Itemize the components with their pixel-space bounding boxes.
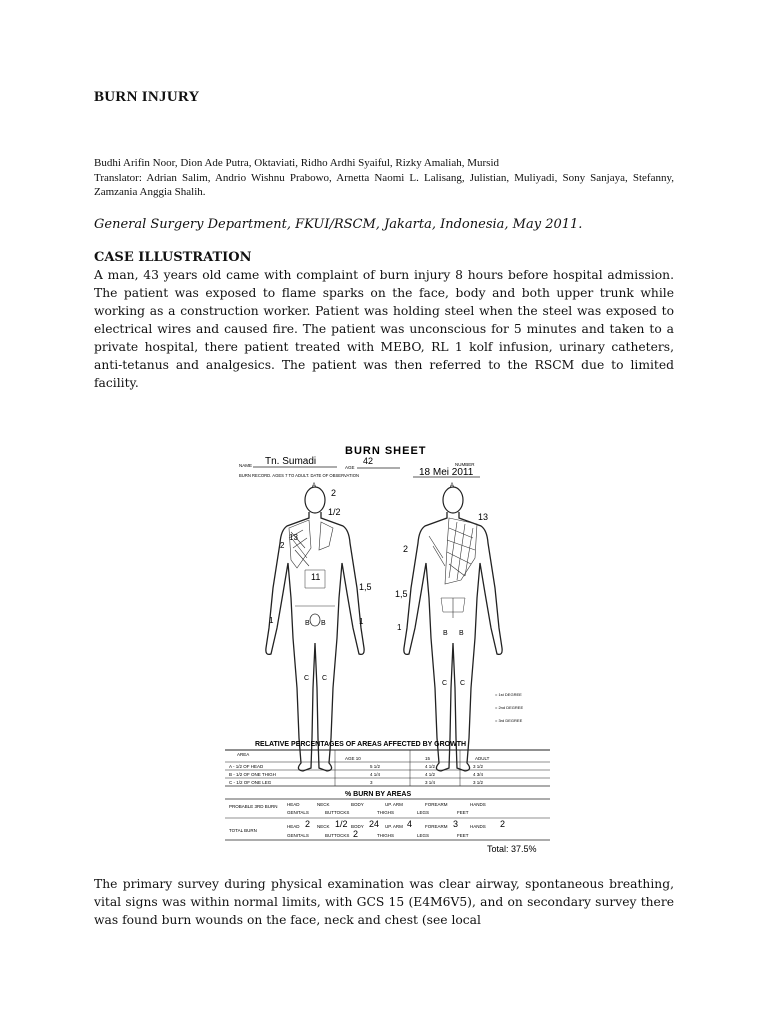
growth-row-c-15: 3 1/4 <box>425 780 436 785</box>
total-label: TOTAL BURN <box>229 828 257 833</box>
front-mark-head: A <box>312 483 317 489</box>
back-mark-hand: 1 <box>397 623 402 632</box>
front-mark-neck: 1/2 <box>328 507 341 517</box>
total-hands: HANDS <box>470 824 486 829</box>
total-genitals: GENITALS <box>287 833 309 838</box>
probable-up-arm: UP. ARM <box>385 802 403 807</box>
degree-legend <box>495 692 523 723</box>
total-neck: NECK <box>317 824 330 829</box>
department-affiliation: General Surgery Department, FKUI/RSCM, Jakarta, Indonesia, May 2011. <box>94 217 583 232</box>
probable-buttocks: BUTTOCKS <box>325 810 350 815</box>
legend-second-degree: = 2nd DEGREE <box>495 705 524 710</box>
back-mark-forearm: 1,5 <box>395 589 408 599</box>
probable-feet: FEET <box>457 810 469 815</box>
burn-total: Total: 37.5% <box>487 844 537 854</box>
document-title: BURN INJURY <box>94 89 200 105</box>
patient-name: Tn. Sumadi <box>265 456 317 467</box>
front-mark-left-forearm: 1,5 <box>359 582 372 592</box>
back-mark-left-thigh: B <box>459 630 464 637</box>
case-paragraph: A man, 43 years old came with complaint of burn injury 8 hours before hospital admission. The patient was exposed to flame sparks on the face, body and both upper trunk while working as a construction worker. Patient was holding steel when the steel was exposed to electrical wires and caused fire. The patient was unconscious for 5 minutes and taken to a private hospital, there patient treated with MEBO, RL 1 kolf infusion, urinary catheters, anti-tetanus and analgesics. The patient was then referred to the RSCM due to limited facility. <box>94 268 674 390</box>
back-mark-left-leg: C <box>460 680 466 687</box>
growth-header-15: 15 <box>425 756 431 761</box>
number-label: NUMBER <box>455 462 475 467</box>
growth-row-c-adult: 3 1/2 <box>473 780 484 785</box>
burn-areas-title: % BURN BY AREAS <box>345 791 412 798</box>
burn-areas-table <box>225 802 550 840</box>
probable-forearm: FOREARM <box>425 802 448 807</box>
patient-age: 42 <box>363 456 374 466</box>
author-block <box>94 156 674 200</box>
probable-thighs: THIGHS <box>377 810 395 815</box>
front-mark-face: 2 <box>331 488 337 498</box>
growth-row-b-adult: 4 3/4 <box>473 772 484 777</box>
back-mark-right-arm: 2 <box>403 544 409 554</box>
front-mark-right-leg: C <box>304 675 310 682</box>
translator-line: Translator: Adrian Salim, Andrio Wishnu Prabowo, Arnetta Naomi L. Lalisang, Julistian, Muliyadi, Sony Sanjaya, Stefanny, Zamzania Anggia Shalih. <box>94 171 674 198</box>
burn-sheet-figure <box>225 440 555 860</box>
body-back-diagram <box>404 487 502 771</box>
front-mark-left-leg: C <box>322 675 328 682</box>
probable-label: PROBABLE 3RD BURN <box>229 804 278 809</box>
probable-body: BODY <box>351 802 364 807</box>
back-mark-right-leg: C <box>442 680 448 687</box>
observation-date: 18 Mei 2011 <box>419 467 474 478</box>
total-value-forearm: 3 <box>453 819 459 829</box>
total-body: BODY <box>351 824 364 829</box>
probable-neck: NECK <box>317 802 330 807</box>
total-up-arm: UP. ARM <box>385 824 403 829</box>
growth-row-b-area: B - 1/2 OF ONE THIGH <box>229 772 276 777</box>
front-mark-chest: 13 <box>289 533 298 542</box>
probable-genitals: GENITALS <box>287 810 309 815</box>
legend-first-degree: = 1st DEGREE <box>495 692 522 697</box>
total-value-head: 2 <box>305 819 311 829</box>
growth-table-title: RELATIVE PERCENTAGES OF AREAS AFFECTED BY GROWTH <box>255 741 467 748</box>
growth-row-b-15: 4 1/2 <box>425 772 436 777</box>
front-mark-right-arm: 2 <box>280 541 285 550</box>
growth-table <box>225 750 550 786</box>
total-value-buttocks: 2 <box>353 829 359 839</box>
front-mark-left-hand: 1 <box>359 617 364 626</box>
growth-row-a-15: 4 1/2 <box>425 764 436 769</box>
case-heading: CASE ILLUSTRATION <box>94 250 252 265</box>
back-mark-back: 13 <box>478 512 489 522</box>
total-value-up-arm: 4 <box>407 819 413 829</box>
growth-header-area: AREA <box>237 752 250 757</box>
total-thighs: THIGHS <box>377 833 395 838</box>
front-mark-right-hand: 1 <box>269 616 274 625</box>
back-mark-right-thigh: B <box>443 630 448 637</box>
total-legs: LEGS <box>417 833 430 838</box>
total-value-hands: 2 <box>500 819 506 829</box>
record-label: BURN RECORD. AGES 7 TO ADULT. DATE OF OBSERVATION <box>239 473 359 478</box>
total-forearm: FOREARM <box>425 824 448 829</box>
age-label: AGE <box>345 465 355 470</box>
legend-third-degree: = 3rd DEGREE <box>495 718 523 723</box>
probable-legs: LEGS <box>417 810 430 815</box>
growth-header-adult: ADULT <box>475 756 490 761</box>
probable-hands: HANDS <box>470 802 486 807</box>
total-buttocks: BUTTOCKS <box>325 833 350 838</box>
growth-row-c-age10: 3 <box>370 780 373 785</box>
growth-row-a-adult: 3 1/2 <box>473 764 484 769</box>
name-label: NAME <box>239 463 253 468</box>
total-value-body: 24 <box>369 819 380 829</box>
burn-sheet-title: BURN SHEET <box>345 445 427 457</box>
total-head: HEAD <box>287 824 300 829</box>
growth-row-c-area: C - 1/2 OF ONE LEG <box>229 780 272 785</box>
total-value-neck: 1/2 <box>335 819 348 829</box>
authors-line: Budhi Arifin Noor, Dion Ade Putra, Oktaviati, Ridho Ardhi Syaiful, Rizky Amaliah, Mursid <box>94 157 500 169</box>
growth-header-age10: AGE 10 <box>345 756 361 761</box>
growth-row-a-area: A - 1/2 OF HEAD <box>229 764 264 769</box>
growth-row-a-age10: 5 1/2 <box>370 764 381 769</box>
survey-paragraph: The primary survey during physical examination was clear airway, spontaneous breathing, vital signs was within normal limits, with GCS 15 (E4M6V5), and on secondary survey there was found burn wounds on the face, neck and chest (see local <box>94 877 674 927</box>
front-mark-right-thigh: B <box>305 620 310 627</box>
probable-head: HEAD <box>287 802 300 807</box>
total-feet: FEET <box>457 833 469 838</box>
front-mark-left-thigh: B <box>321 620 326 627</box>
front-mark-abdomen: 11 <box>311 572 321 582</box>
body-front-diagram <box>266 487 364 771</box>
growth-row-b-age10: 4 1/4 <box>370 772 381 777</box>
back-mark-head: A <box>450 483 455 489</box>
